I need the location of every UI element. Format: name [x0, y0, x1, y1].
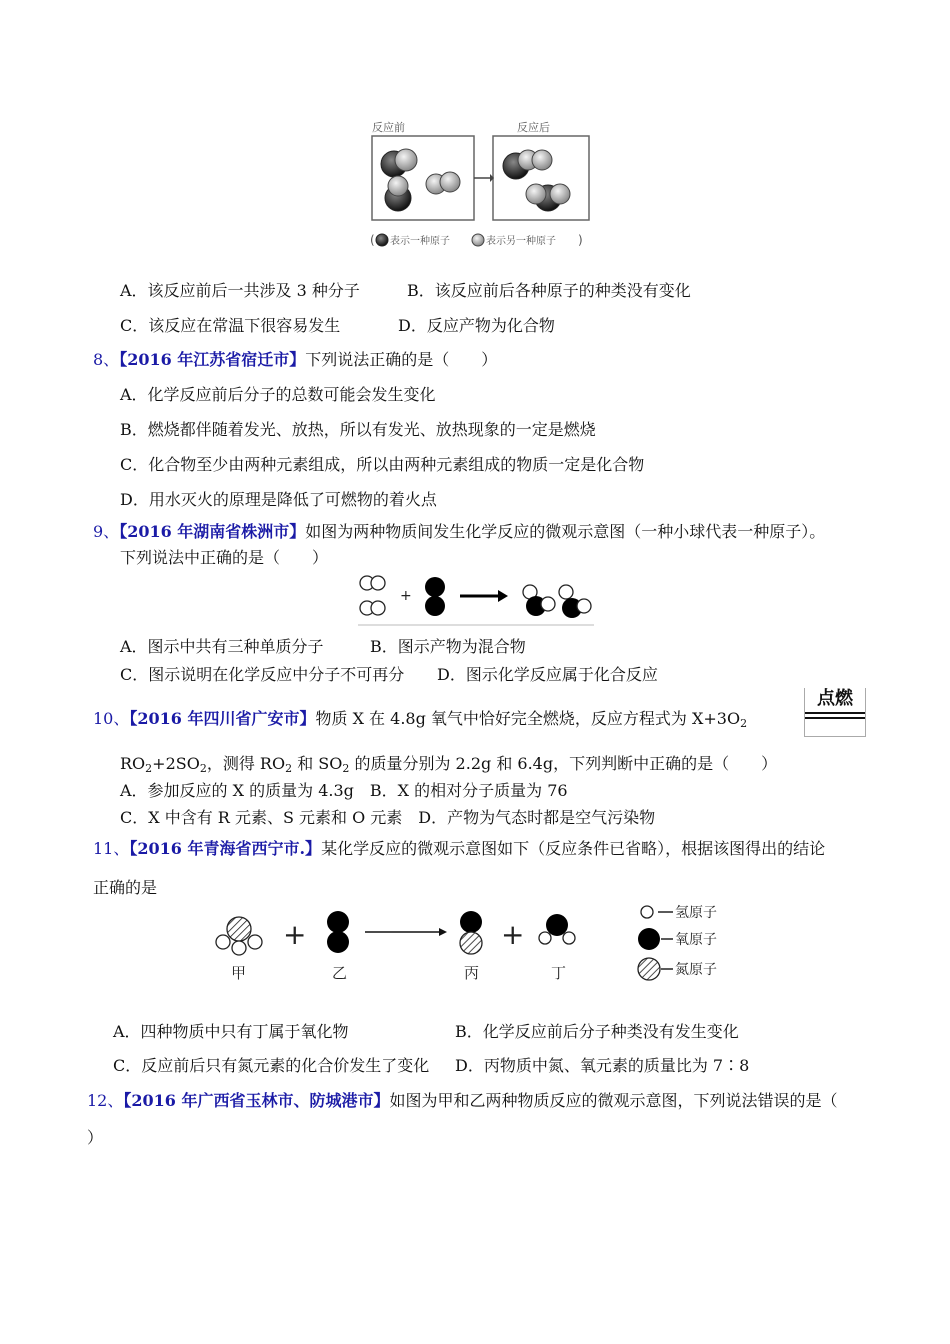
q11-plus-2: + [501, 918, 525, 951]
q9-plus: + [400, 588, 412, 604]
q11-option-c: C．反应前后只有氮元素的化合价发生了变化 [113, 1056, 430, 1075]
q7-option-a: A．该反应前后一共涉及 3 种分子 [120, 281, 360, 300]
q11-number: 11、 [93, 839, 130, 858]
q9-reaction-figure [352, 570, 598, 626]
q10-stem [93, 706, 747, 729]
q10-condition-box [804, 688, 866, 737]
q7-option-b: B．该反应前后各种原子的种类没有变化 [407, 281, 691, 300]
q10-options-ab: A．参加反应的 X 的质量为 4.3g B．X 的相对分子质量为 76 [120, 781, 568, 800]
svg-text:): ) [578, 233, 583, 247]
q12-source: 【2016 年广西省玉林市、防城港市】 [123, 1091, 390, 1110]
q8-option-d: D．用水灭火的原理是降低了可燃物的着火点 [120, 490, 437, 509]
q10-condition: 点燃 [817, 688, 853, 709]
q7-option-c: C．该反应在常温下很容易发生 [120, 316, 341, 335]
q11-molecule-ding [539, 914, 575, 944]
q11-label-bing: 丙 [464, 964, 480, 982]
q9-product-2 [559, 585, 591, 618]
q11-legend-nitrogen: 氮原子 [675, 962, 717, 978]
q9-reactant-1 [360, 576, 385, 615]
q8-stem [93, 347, 497, 370]
q12-stem-text: 如图为甲和乙两种物质反应的微观示意图，下列说法错误的是（ [389, 1091, 838, 1110]
q11-stem-line2: 正确的是 [93, 878, 158, 897]
q11-label-yi: 乙 [332, 964, 348, 982]
fig7-molecule-after-2 [526, 184, 570, 211]
fig7-legend-a: 表示一种原子 [390, 236, 450, 247]
q11-option-b: B．化学反应前后分子种类没有发生变化 [455, 1022, 739, 1041]
q8-option-c: C．化合物至少由两种元素组成，所以由两种元素组成的物质一定是化合物 [120, 455, 645, 474]
q9-reactant-2 [425, 577, 445, 616]
fig7-molecule-before-2 [385, 176, 411, 211]
q11-stem-text: 某化学反应的微观示意图如下（反应条件已省略），根据该图得出的结论 [321, 839, 826, 858]
fig7-molecule-before-3 [426, 172, 460, 194]
q8-option-a: A．化学反应前后分子的总数可能会发生变化 [120, 385, 436, 404]
q9-stem [93, 519, 825, 542]
q11-legend-hydrogen: 氢原子 [675, 905, 717, 921]
q9-stem-text: 如图为两种物质间发生化学反应的微观示意图（一种小球代表一种原子）。 [305, 522, 826, 541]
q11-molecule-jia [216, 917, 262, 955]
q11-label-jia: 甲 [231, 964, 247, 982]
q11-option-a: A．四种物质中只有丁属于氧化物 [113, 1022, 349, 1041]
q7-reaction-figure [360, 112, 600, 254]
q9-product-1 [523, 585, 555, 616]
q11-option-d: D．丙物质中氮、氧元素的质量比为 7∶8 [455, 1056, 750, 1075]
q9-number: 9、 [93, 522, 120, 541]
q8-source: 【2016 年江苏省宿迁市】 [119, 350, 306, 369]
q10-stem-line2: $RO_2+2SO_2$，测得 $RO_2$ 和 $SO_2$ 的质量分别为 2.2g 和 6.4g，下列判断中正确的是（ ） [120, 754, 778, 775]
svg-text:(: ( [370, 233, 375, 247]
q10-source: 【2016 年四川省广安市】 [129, 709, 316, 728]
q10-equals-line-2 [805, 717, 865, 719]
fig7-molecule-before-1 [381, 149, 417, 177]
q11-legend-oxygen: 氧原子 [675, 932, 717, 948]
q12-stem [87, 1088, 838, 1111]
q11-molecule-yi [327, 911, 349, 953]
q11-stem [93, 836, 825, 859]
fig7-molecule-after-1 [503, 150, 552, 179]
q11-plus-1: + [283, 918, 307, 951]
q10-stem-sub: 2 [740, 717, 748, 730]
q9-option-c: C．图示说明在化学反应中分子不可再分 [120, 665, 405, 684]
q11-reaction-figure [205, 898, 745, 988]
fig7-legend-b: 表示另一种原子 [486, 236, 556, 247]
q10-number: 10、 [93, 709, 130, 728]
fig7-legend [370, 233, 583, 247]
q10-stem-text: 物质 X 在 4.8g 氧气中恰好完全燃烧，反应方程式为 X+3O [315, 709, 741, 728]
q12-number: 12、 [87, 1091, 124, 1110]
q9-option-b: B．图示产物为混合物 [370, 637, 526, 656]
q8-number: 8、 [93, 350, 120, 369]
q11-molecule-bing [460, 911, 482, 954]
q10-options-cd: C．X 中含有 R 元素、S 元素和 O 元素 D．产物为气态时都是空气污染物 [120, 808, 656, 827]
q11-source: 【2016 年青海省西宁市.】 [129, 839, 322, 858]
q9-option-a: A．图示中共有三种单质分子 [120, 637, 324, 656]
fig7-label-before: 反应前 [372, 121, 405, 134]
q9-option-d: D．图示化学反应属于化合反应 [437, 665, 658, 684]
q12-stem-line2: ） [87, 1128, 104, 1147]
q11-legend [638, 905, 717, 980]
q8-option-b: B．燃烧都伴随着发光、放热，所以有发光、放热现象的一定是燃烧 [120, 420, 596, 439]
q9-stem-line2: 下列说法中正确的是（ ） [120, 548, 329, 567]
q8-stem-text: 下列说法正确的是（ ） [305, 350, 498, 369]
q10-equals-line-1 [805, 712, 865, 714]
q11-label-ding: 丁 [551, 964, 567, 982]
q7-option-d: D．反应产物为化合物 [398, 316, 555, 335]
q9-source: 【2016 年湖南省株洲市】 [119, 522, 306, 541]
fig7-label-after: 反应后 [517, 121, 550, 134]
